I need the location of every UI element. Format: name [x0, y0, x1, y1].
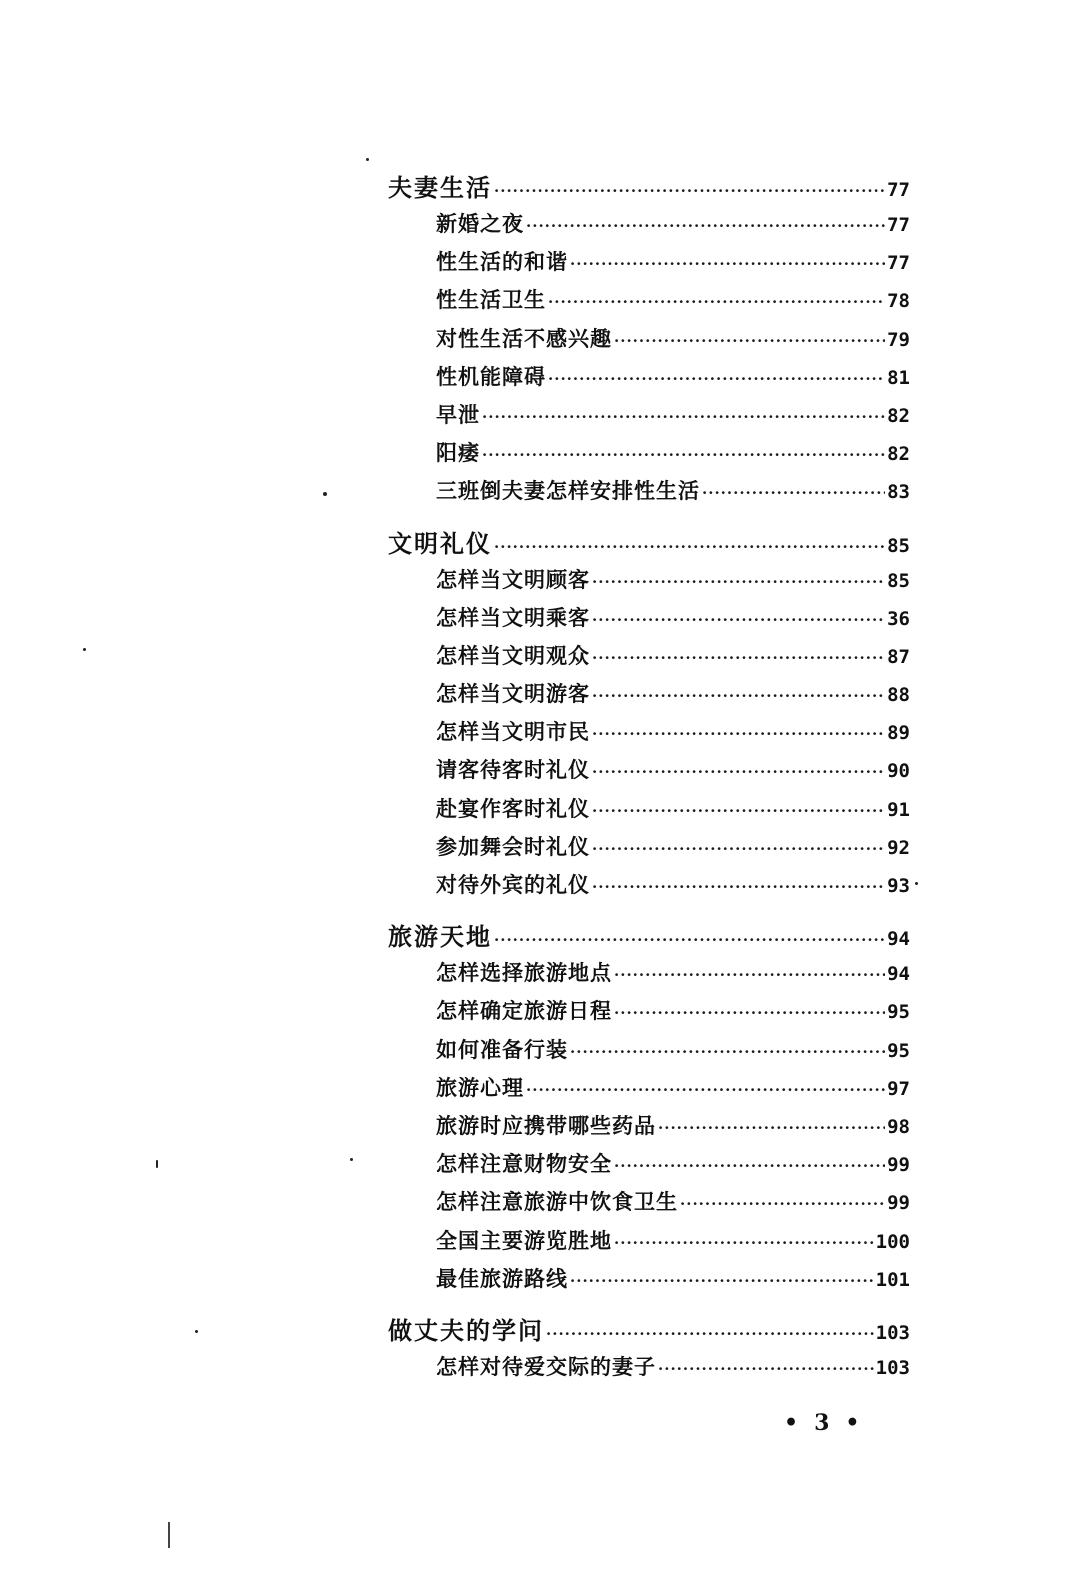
entry-page-number: 77 — [887, 214, 910, 236]
toc-entry — [388, 1148, 910, 1186]
toc-entry — [388, 437, 910, 475]
toc-entry — [388, 1186, 910, 1224]
toc-entry — [388, 678, 910, 716]
dot-leader — [614, 332, 885, 350]
dot-leader — [680, 1195, 885, 1213]
entry-page-number: 90 — [887, 760, 910, 783]
toc-section-heading — [388, 917, 910, 957]
dot-leader — [570, 255, 885, 273]
entry-title: 性生活卫生 — [436, 287, 546, 313]
toc-entry — [388, 602, 910, 640]
entry-title: 全国主要游览胜地 — [436, 1227, 612, 1253]
entry-title: 性生活的和谐 — [436, 249, 568, 275]
dot-leader — [592, 878, 885, 896]
toc-entry — [388, 640, 910, 678]
dot-leader — [592, 611, 885, 629]
toc-entry — [388, 1034, 910, 1072]
entry-title: 怎样当文明游客 — [436, 681, 590, 707]
entry-title: 如何准备行装 — [436, 1036, 568, 1062]
entry-page-number: 93 — [887, 875, 910, 897]
toc-entry — [388, 1263, 910, 1301]
toc-entry — [388, 246, 910, 284]
entry-title: 旅游心理 — [436, 1074, 524, 1100]
entry-page-number: 92 — [887, 836, 910, 859]
entry-title: 性机能障碍 — [436, 363, 546, 389]
entry-title: 怎样对待爱交际的妻子 — [436, 1353, 656, 1379]
section-title: 做丈夫的学问 — [388, 1315, 544, 1345]
scan-speck — [195, 1330, 198, 1333]
toc-entry — [388, 793, 910, 831]
dot-leader — [592, 687, 885, 705]
entry-title: 三班倒夫妻怎样安排性生活 — [436, 478, 700, 504]
entry-title: 新婚之夜 — [436, 211, 524, 236]
toc-entry — [388, 716, 910, 754]
dot-leader — [526, 217, 885, 235]
dot-leader — [548, 370, 885, 388]
entry-title: 怎样注意财物安全 — [436, 1151, 612, 1177]
dot-leader — [614, 1004, 885, 1022]
entry-title: 早泄 — [436, 401, 480, 427]
entry-page-number: 95 — [887, 1001, 910, 1024]
dot-leader — [494, 931, 885, 949]
toc-entry — [388, 1225, 910, 1263]
bullet-mark: • — [845, 1410, 860, 1436]
dot-leader — [702, 484, 885, 502]
dot-leader — [614, 1234, 874, 1252]
entry-page-number: 87 — [887, 645, 910, 668]
dot-leader — [592, 802, 885, 820]
entry-page-number: 91 — [887, 798, 910, 821]
dot-leader — [494, 538, 885, 556]
entry-page-number: 78 — [887, 290, 910, 313]
page-number: 3 — [814, 1410, 830, 1436]
dot-leader — [548, 293, 885, 311]
entry-page-number: 82 — [887, 443, 910, 466]
entry-page-number: 77 — [887, 252, 910, 275]
scan-speck — [83, 648, 86, 651]
toc-entry — [388, 564, 910, 602]
entry-page-number: 101 — [875, 1268, 910, 1291]
entry-page-number: 36 — [887, 607, 910, 630]
dot-leader — [658, 1360, 874, 1378]
scan-speck — [915, 882, 918, 885]
dot-leader — [494, 182, 885, 200]
entry-page-number: 79 — [887, 328, 910, 351]
entry-title: 参加舞会时礼仪 — [436, 833, 590, 859]
dot-leader — [570, 1272, 874, 1290]
dot-leader — [592, 840, 885, 858]
entry-title: 阳痿 — [436, 440, 480, 466]
entry-title: 对待外宾的礼仪 — [436, 872, 590, 897]
section-title: 文明礼仪 — [388, 528, 492, 558]
entry-page-number: 89 — [887, 722, 910, 745]
dot-leader — [592, 649, 885, 667]
toc-entry — [388, 284, 910, 322]
toc-section-heading — [388, 1311, 910, 1351]
scan-speck — [156, 1160, 158, 1168]
toc-section-heading — [388, 168, 910, 208]
dot-leader — [570, 1043, 885, 1061]
entry-title: 怎样当文明市民 — [436, 719, 590, 745]
entry-page-number: 99 — [887, 1192, 910, 1215]
entry-title: 怎样当文明乘客 — [436, 604, 590, 630]
entry-title: 怎样当文明顾客 — [436, 566, 590, 592]
toc-entry — [388, 957, 910, 995]
entry-title: 怎样确定旅游日程 — [436, 998, 612, 1024]
toc-entry — [388, 399, 910, 437]
entry-page-number: 94 — [887, 963, 910, 986]
entry-page-number: 97 — [887, 1077, 910, 1100]
toc-entry — [388, 361, 910, 399]
entry-title: 最佳旅游路线 — [436, 1265, 568, 1291]
entry-title: 旅游时应携带哪些药品 — [436, 1112, 656, 1138]
toc-entry — [388, 323, 910, 361]
entry-page-number: 83 — [887, 481, 910, 504]
dot-leader — [592, 725, 885, 743]
entry-page-number: 82 — [887, 404, 910, 427]
entry-title: 怎样注意旅游中饮食卫生 — [436, 1189, 678, 1215]
toc-entry — [388, 995, 910, 1033]
section-title: 旅游天地 — [388, 922, 492, 952]
page-footer — [784, 1410, 859, 1436]
section-page-number: 77 — [887, 179, 910, 201]
section-page-number: 94 — [887, 928, 910, 951]
entry-page-number: 88 — [887, 684, 910, 707]
entry-page-number: 85 — [887, 569, 910, 592]
dot-leader — [614, 1157, 885, 1175]
entry-title: 请客待客时礼仪 — [436, 757, 590, 783]
toc-entry — [388, 1110, 910, 1148]
scan-speck — [323, 492, 327, 496]
dot-leader — [614, 966, 885, 984]
section-page-number: 103 — [875, 1321, 910, 1344]
dot-leader — [546, 1325, 874, 1343]
dot-leader — [592, 573, 885, 591]
dot-leader — [482, 446, 885, 464]
entry-page-number: 81 — [887, 366, 910, 389]
entry-title: 怎样选择旅游地点 — [436, 960, 612, 986]
toc-section-heading — [388, 524, 910, 564]
dot-leader — [526, 1081, 885, 1099]
toc-entry — [388, 1072, 910, 1110]
scan-speck — [350, 1158, 353, 1161]
entry-page-number: 98 — [887, 1115, 910, 1138]
entry-title: 赴宴作客时礼仪 — [436, 795, 590, 821]
toc-entry — [388, 869, 910, 907]
table-of-contents — [388, 168, 910, 1389]
entry-title: 怎样当文明观众 — [436, 642, 590, 668]
scan-speck — [366, 158, 369, 161]
scan-edge-mark — [168, 1522, 170, 1548]
dot-leader — [592, 763, 885, 781]
dot-leader — [482, 408, 885, 426]
section-page-number: 85 — [887, 534, 910, 557]
entry-title: 对性生活不感兴趣 — [436, 325, 612, 351]
entry-page-number: 95 — [887, 1039, 910, 1062]
toc-entry — [388, 831, 910, 869]
toc-entry — [388, 475, 910, 513]
entry-page-number: 99 — [887, 1154, 910, 1177]
section-title: 夫妻生活 — [388, 173, 492, 202]
dot-leader — [658, 1119, 885, 1137]
toc-entry — [388, 208, 910, 246]
entry-page-number: 103 — [875, 1356, 910, 1379]
entry-page-number: 100 — [875, 1230, 910, 1253]
toc-entry — [388, 754, 910, 792]
toc-entry — [388, 1351, 910, 1389]
bullet-mark: • — [784, 1410, 799, 1436]
